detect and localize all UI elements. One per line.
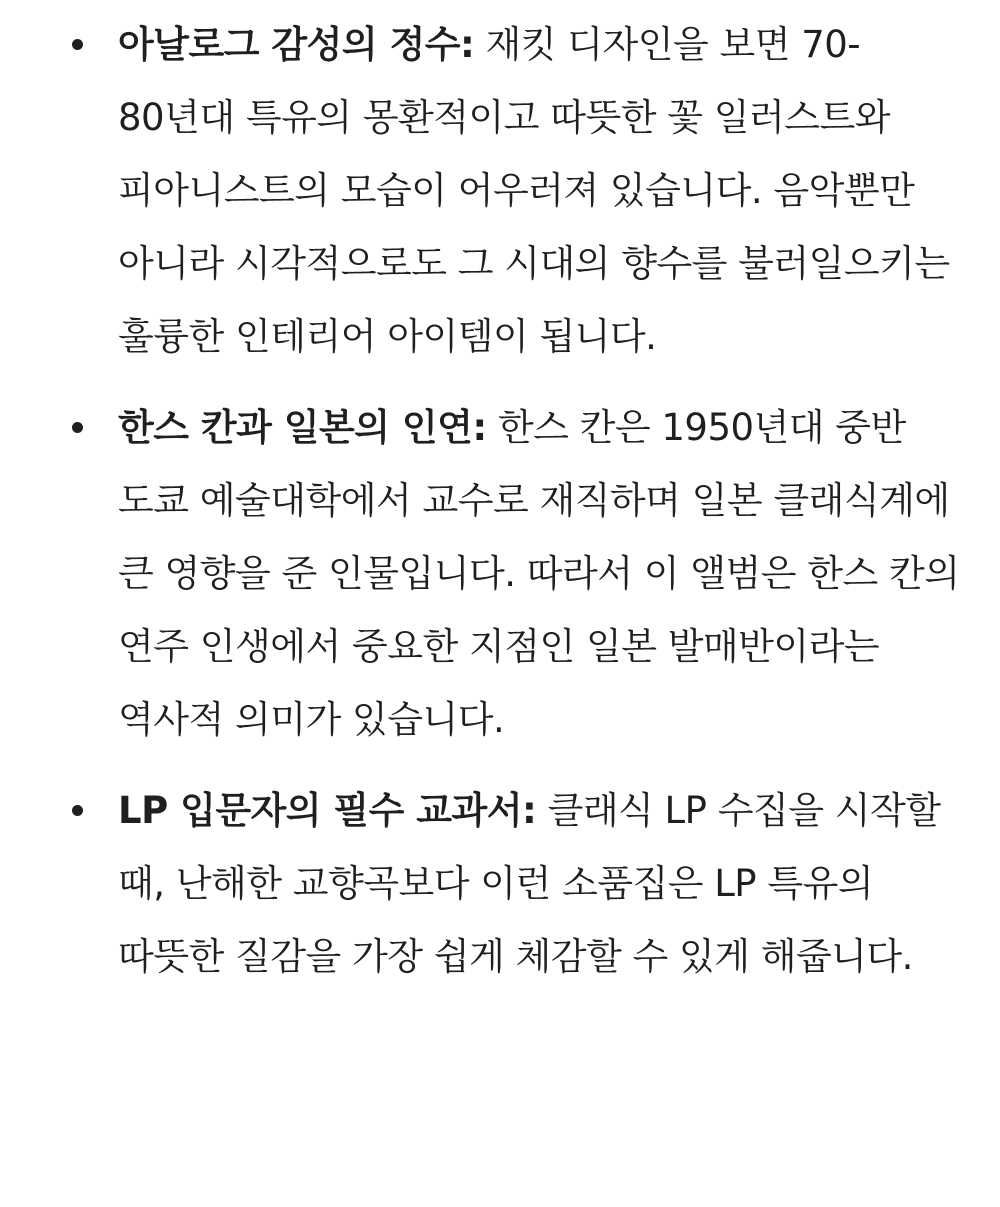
list-item: [0, 8, 1000, 373]
bullet-icon: [72, 805, 83, 816]
bullet-list: [0, 8, 1000, 1011]
item-body: 한스 칸은 1950년대 중반 도쿄 예술대학에서 교수로 재직하며 일본 클래식계에 큰 영향을 준 인물입니다. 따라서 이 앨범은 한스 칸의 연주 인생에서 중요한 지점인 일본 발매반이라는 역사적 의미가 있습니다.: [118, 406, 960, 741]
item-body: 재킷 디자인을 보면 70-80년대 특유의 몽환적이고 따뜻한 꽃 일러스트와 피아니스트의 모습이 어우러져 있습니다. 음악뿐만 아니라 시각적으로도 그 시대의 향수를 불러일으키는 훌륭한 인테리어 아이템이 됩니다.: [118, 23, 950, 358]
list-item: [0, 774, 1000, 993]
item-heading: 아날로그 감성의 정수:: [118, 23, 475, 66]
bullet-icon: [72, 39, 83, 50]
list-item: [0, 391, 1000, 756]
item-heading: 한스 칸과 일본의 인연:: [118, 406, 487, 449]
bullet-icon: [72, 422, 83, 433]
item-body: 클래식 LP 수집을 시작할 때, 난해한 교향곡보다 이런 소품집은 LP 특유의 따뜻한 질감을 가장 쉽게 체감할 수 있게 해줍니다.: [118, 789, 941, 978]
item-heading: LP 입문자의 필수 교과서:: [118, 789, 537, 832]
